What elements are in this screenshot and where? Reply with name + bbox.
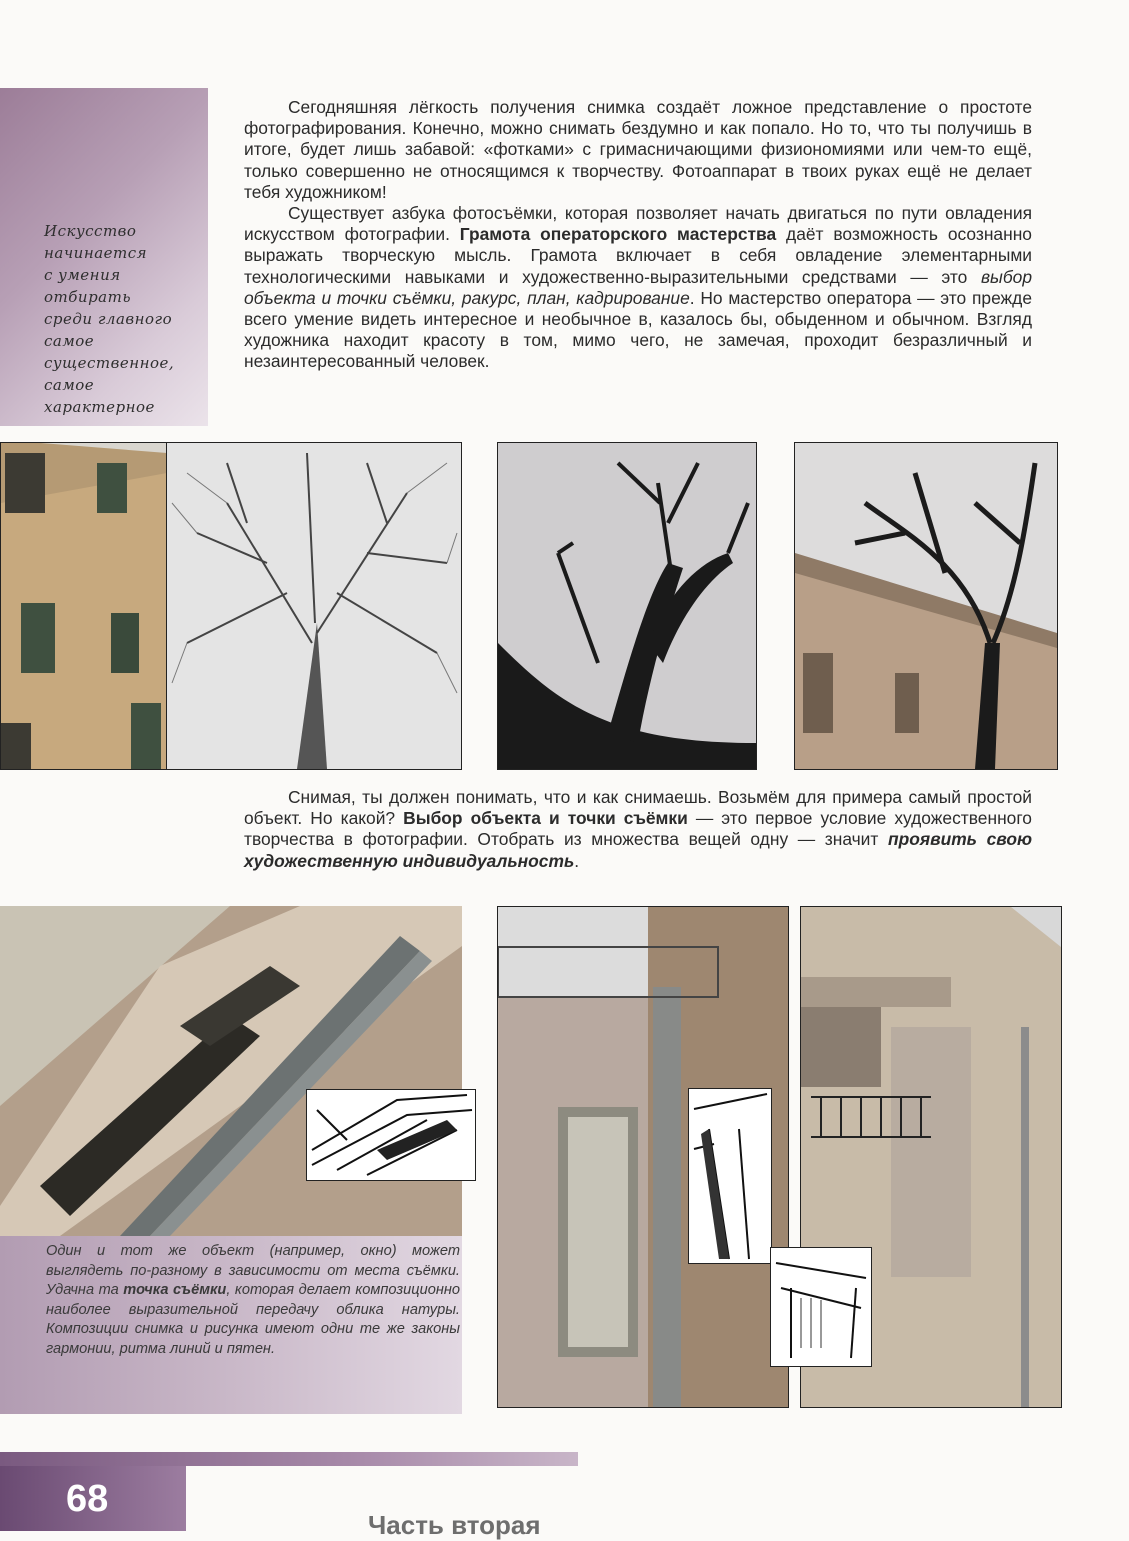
text-run: Снимая, ты должен понимать, что и как снимаешь. Возьмём для примера самый простой объект. Но какой? bbox=[244, 787, 1032, 829]
text-run: , которая делает композиционно наиболее выразительной передачу облика натуры. Композиции снимка и рисунка имеют одни те же законы гармонии, ритма линий и пятен. bbox=[46, 1282, 460, 1357]
paragraph-3 bbox=[244, 787, 1032, 872]
term-bold-italic: проявить свою художественную индивидуальность bbox=[244, 829, 1032, 871]
photo-tree-upward bbox=[166, 442, 462, 770]
text-run: даёт возможность осознанно выражать творческую мысль. Грамота включает в себя овладение элементарными технологическими навыками и художественно-выразительными средствами — это bbox=[244, 224, 1032, 287]
text-run: — это первое условие художественного творчества в фотографии. Отобрать из множества вещей одну — значит bbox=[244, 808, 1032, 850]
term-bold: Выбор объекта и точки съёмки bbox=[403, 808, 688, 829]
page-number: 68 bbox=[66, 1478, 109, 1520]
quote-line: среди главного bbox=[44, 310, 173, 328]
quote-line: самое bbox=[44, 376, 95, 394]
text-run: Один и тот же объект (например, окно) может выглядеть по-разному в зависимости от места съёмки. Удачна та bbox=[46, 1243, 460, 1298]
text-run: . bbox=[574, 850, 580, 871]
paragraph-2 bbox=[244, 203, 1032, 373]
term-bold: точка съёмки bbox=[123, 1282, 227, 1298]
photo-tree-and-house bbox=[794, 442, 1058, 770]
figure-caption bbox=[46, 1242, 460, 1359]
quote-line: самое bbox=[44, 332, 95, 350]
paragraph-1: Сегодняшняя лёгкость получения снимка создаёт ложное представление о простоте фотографирования. Конечно, можно снимать бездумно и как попало. Но то, что ты получишь в итоге, будет лишь забавой: «фотками» с гримасничающими физиономиями или чем-то ещё, только совершенно не относящимся к творчеству. Фотоаппарат в твоих руках ещё не делает тебя художником! bbox=[244, 97, 1032, 202]
photo-window-diagonal bbox=[0, 906, 462, 1236]
sketch-pipe bbox=[688, 1088, 772, 1264]
intro-text bbox=[244, 97, 1032, 373]
quote-line: Искусство bbox=[44, 222, 137, 240]
section-title: Часть вторая bbox=[368, 1510, 541, 1540]
text-run: Существует азбука фотосъёмки, которая позволяет начать двигаться по пути овладения искусством фотографии. bbox=[244, 203, 1032, 245]
quote-line: с умения bbox=[44, 266, 121, 284]
footer-band bbox=[0, 1452, 578, 1466]
selection-text bbox=[244, 787, 1032, 872]
sidebar-quote bbox=[44, 220, 204, 418]
photo-branch-silhouette bbox=[497, 442, 757, 770]
quote-line: начинается bbox=[44, 244, 148, 262]
term-italic: выбор объекта и точки съёмки, ракурс, план, кадрирование bbox=[244, 266, 1032, 308]
photo-building-wall bbox=[0, 442, 168, 770]
sketch-window bbox=[306, 1089, 476, 1181]
term-bold: Грамота операторского мастерства bbox=[459, 224, 777, 245]
sketch-balcony bbox=[770, 1247, 872, 1367]
quote-line: характерное bbox=[44, 398, 155, 416]
quote-line: отбирать bbox=[44, 288, 132, 306]
text-run: . Но мастерство оператора — это прежде всего умение видеть интересное и необычное в, казалось бы, обыденном и обычном. Взгляд художника находит красоту в том, мимо чего, не замечая, проходит безразличный и незаинтересованный человек. bbox=[244, 287, 1033, 372]
quote-line: существенное, bbox=[44, 354, 175, 372]
